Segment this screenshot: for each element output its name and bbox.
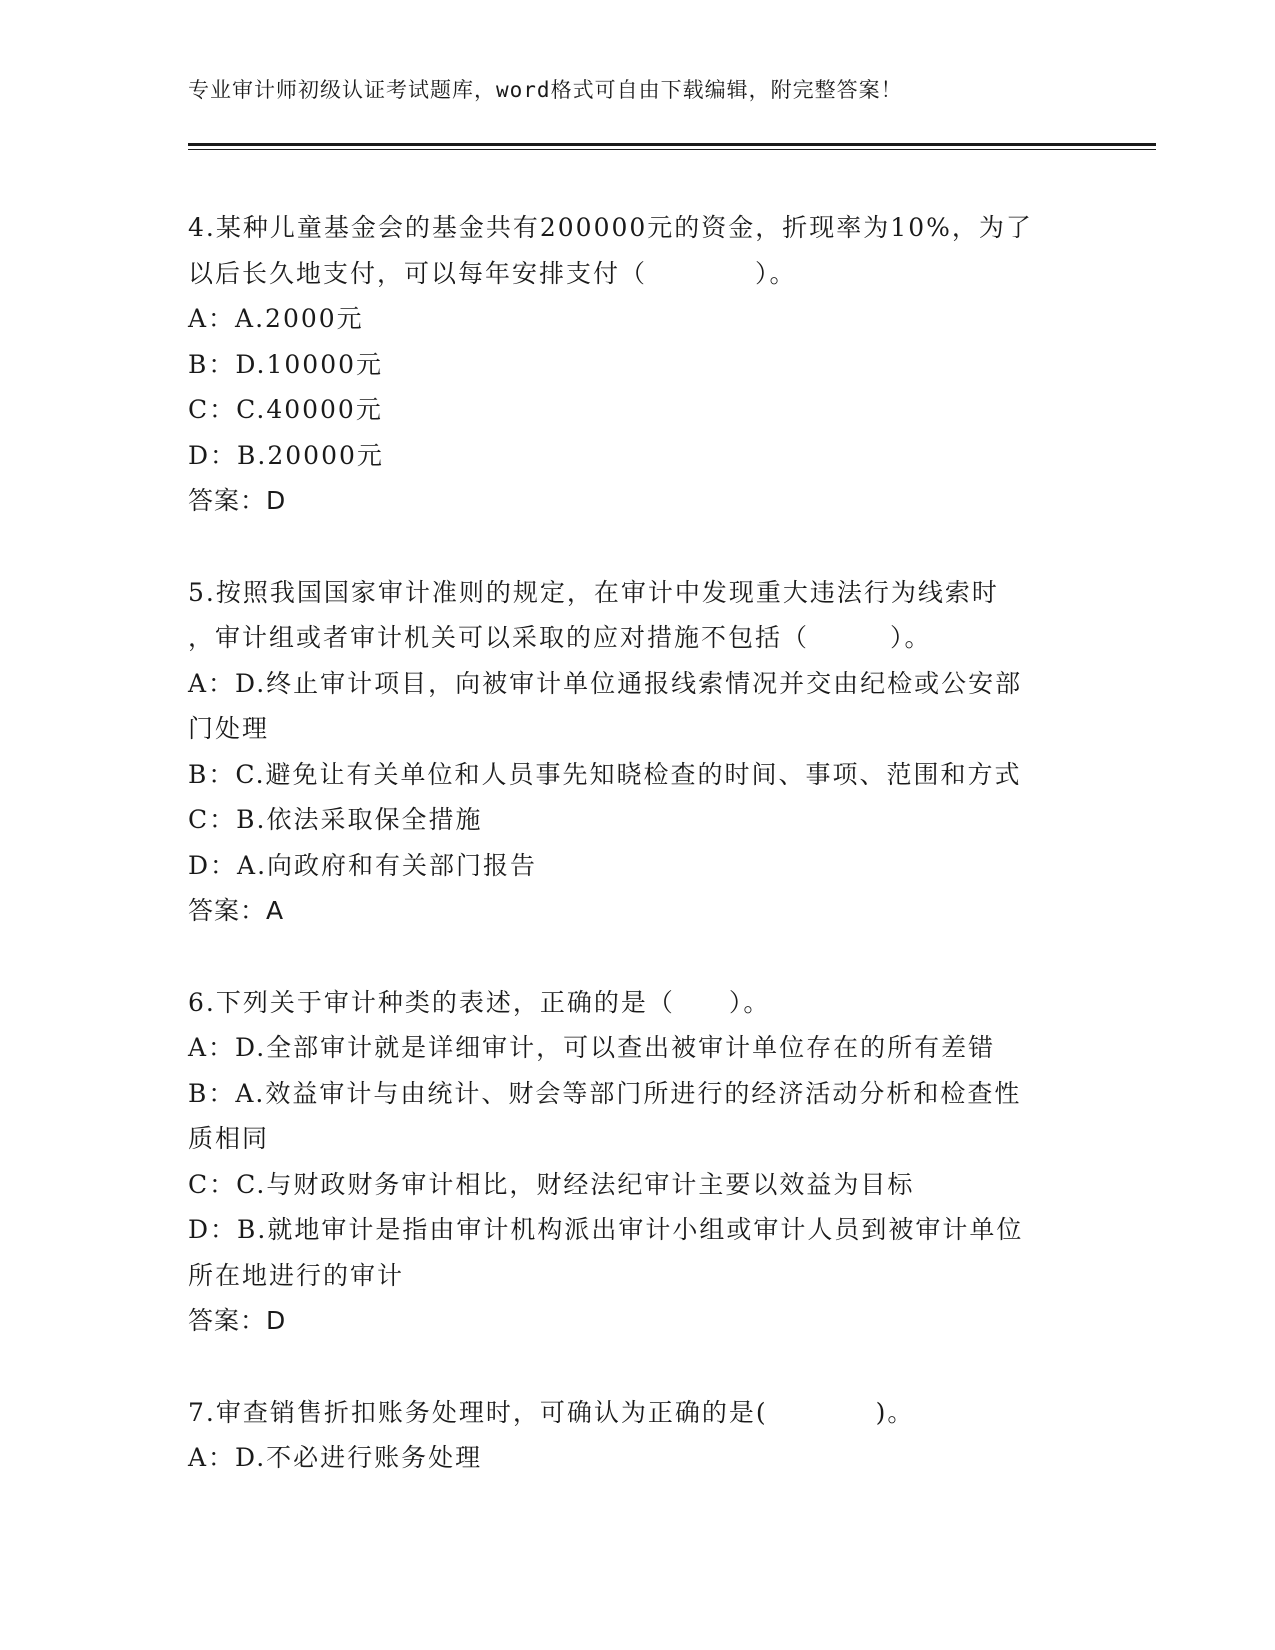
option-d: D：B.20000元: [188, 440, 384, 470]
option-a: A：D.不必进行账务处理: [188, 1443, 483, 1472]
answer-value: D: [266, 1306, 287, 1335]
answer-label: 答案：: [188, 486, 267, 515]
question-5: [188, 570, 1088, 934]
question-stem-line: ，审计组或者审计机关可以采取的应对措施不包括（ ）。: [188, 623, 932, 652]
answer-label: 答案：: [188, 1306, 267, 1335]
header-divider-thick: [188, 143, 1156, 146]
question-6: [188, 980, 1088, 1344]
option-d: D：B.就地审计是指由审计机构派出审计小组或审计人员到被审计单位: [188, 1215, 1024, 1244]
header-divider-thin: [188, 149, 1156, 150]
answer-value: A: [266, 896, 285, 925]
option-a: A：D.终止审计项目，向被审计单位通报线索情况并交由纪检或公安部: [188, 668, 1023, 698]
answer-label: 答案：: [188, 896, 267, 925]
question-stem-line: 7.审查销售折扣账务处理时，可确认为正确的是( )。: [188, 1397, 915, 1427]
option-c: C：C.与财政财务审计相比，财经法纪审计主要以效益为目标: [188, 1169, 915, 1199]
option-a: A：A.2000元: [188, 304, 364, 333]
answer-line: [188, 478, 1088, 524]
option-b-continued: 质相同: [188, 1124, 270, 1153]
page-header: 专业审计师初级认证考试题库，word格式可自由下载编辑，附完整答案！: [188, 78, 903, 102]
question-stem-line: 6.下列关于审计种类的表述，正确的是（ ）。: [188, 987, 771, 1017]
option-d-continued: 所在地进行的审计: [188, 1260, 405, 1290]
option-a: A：D.全部审计就是详细审计，可以查出被审计单位存在的所有差错: [188, 1033, 996, 1062]
option-c: C：C.40000元: [188, 395, 383, 424]
question-stem-line: 以后长久地支付，可以每年安排支付（ ）。: [188, 258, 797, 288]
question-4: [188, 205, 1088, 524]
option-b: B：C.避免让有关单位和人员事先知晓检查的时间、事项、范围和方式: [188, 759, 1022, 789]
answer-line: [188, 1298, 1088, 1344]
option-a-continued: 门处理: [188, 714, 270, 743]
question-7: [188, 1390, 1088, 1481]
answer-value: D: [266, 486, 287, 515]
option-d: D：A.向政府和有关部门报告: [188, 850, 538, 880]
option-b: B：A.效益审计与由统计、财会等部门所进行的经济活动分析和检查性: [188, 1078, 1022, 1108]
question-stem-line: 4.某种儿童基金会的基金共有200000元的资金，折现率为10%，为了: [188, 213, 1033, 242]
question-stem-line: 5.按照我国国家审计准则的规定，在审计中发现重大违法行为线索时: [188, 577, 999, 607]
answer-line: [188, 888, 1088, 934]
option-c: C：B.依法采取保全措施: [188, 805, 483, 834]
question-list: [188, 205, 1088, 1527]
option-b: B：D.10000元: [188, 349, 384, 379]
